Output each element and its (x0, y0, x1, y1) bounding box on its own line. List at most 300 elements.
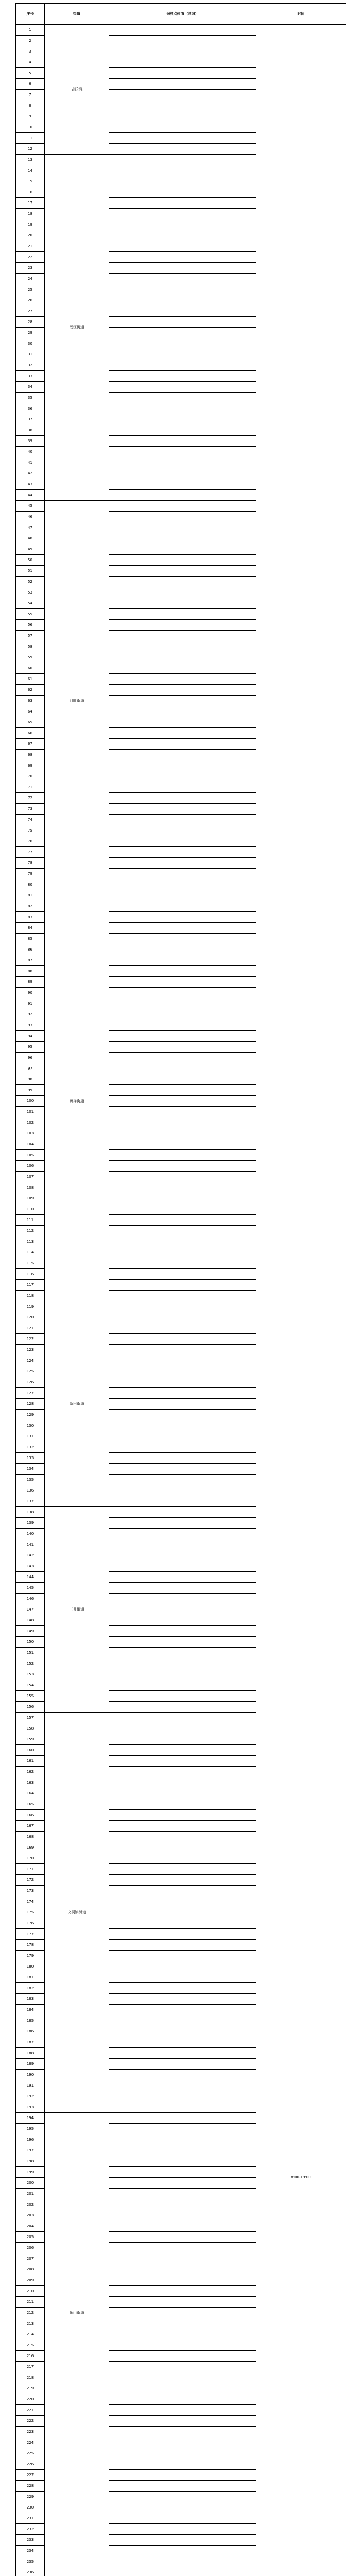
row-number: 135 (16, 1475, 45, 1485)
street-name: 三井街道 (45, 1507, 109, 1713)
site-location (109, 2492, 256, 2502)
site-location (109, 68, 256, 79)
row-number: 57 (16, 631, 45, 641)
row-number: 224 (16, 2437, 45, 2448)
row-number: 55 (16, 609, 45, 620)
site-location (109, 176, 256, 187)
site-location (109, 1572, 256, 1583)
row-number: 93 (16, 1020, 45, 1031)
row-number: 67 (16, 739, 45, 750)
row-number: 145 (16, 1583, 45, 1594)
row-number: 211 (16, 2297, 45, 2308)
row-number: 168 (16, 1832, 45, 1842)
row-number: 61 (16, 674, 45, 685)
site-location (109, 2416, 256, 2427)
row-number: 133 (16, 1453, 45, 1464)
site-location (109, 1323, 256, 1334)
site-location (109, 2459, 256, 2470)
row-number: 97 (16, 1063, 45, 1074)
row-number: 213 (16, 2318, 45, 2329)
row-number: 15 (16, 176, 45, 187)
table-header-row (16, 4, 346, 25)
row-number: 155 (16, 1691, 45, 1702)
row-number: 177 (16, 1929, 45, 1940)
row-number: 114 (16, 1247, 45, 1258)
site-location (109, 2427, 256, 2437)
row-number: 99 (16, 1085, 45, 1096)
row-number: 193 (16, 2102, 45, 2113)
row-number: 87 (16, 955, 45, 966)
site-location (109, 2048, 256, 2059)
row-number: 31 (16, 349, 45, 360)
row-number: 105 (16, 1150, 45, 1161)
row-number: 16 (16, 187, 45, 198)
site-location (109, 2297, 256, 2308)
row-number: 94 (16, 1031, 45, 1042)
site-location (109, 2448, 256, 2459)
row-number: 208 (16, 2264, 45, 2275)
row-number: 60 (16, 663, 45, 674)
site-location (109, 847, 256, 858)
street-name: 碧江街道 (45, 155, 109, 501)
site-location (109, 1204, 256, 1215)
site-location (109, 1832, 256, 1842)
row-number: 130 (16, 1420, 45, 1431)
site-location (109, 1518, 256, 1529)
site-location (109, 403, 256, 414)
site-location (109, 825, 256, 836)
site-location (109, 1117, 256, 1128)
site-location (109, 1994, 256, 2005)
row-number: 47 (16, 522, 45, 533)
row-number: 75 (16, 825, 45, 836)
site-location (109, 717, 256, 728)
site-location (109, 2329, 256, 2340)
row-number: 107 (16, 1172, 45, 1182)
row-number: 187 (16, 2037, 45, 2048)
site-location (109, 2502, 256, 2513)
site-location (109, 1951, 256, 1961)
site-location (109, 1788, 256, 1799)
street-name: 河畔街道 (45, 501, 109, 901)
row-number: 48 (16, 533, 45, 544)
row-number: 183 (16, 1994, 45, 2005)
site-location (109, 793, 256, 804)
row-number: 76 (16, 836, 45, 847)
row-number: 88 (16, 966, 45, 977)
row-number: 128 (16, 1399, 45, 1410)
row-number: 172 (16, 1875, 45, 1886)
header-street: 街道 (45, 4, 109, 25)
row-number: 192 (16, 2091, 45, 2102)
row-number: 169 (16, 1842, 45, 1853)
site-location (109, 284, 256, 295)
row-number: 150 (16, 1637, 45, 1648)
row-number: 58 (16, 641, 45, 652)
site-location (109, 815, 256, 825)
row-number: 203 (16, 2210, 45, 2221)
row-number: 178 (16, 1940, 45, 1951)
row-number: 45 (16, 501, 45, 512)
site-location (109, 1442, 256, 1453)
sampling-sites-table (15, 3, 346, 2576)
site-location (109, 2167, 256, 2178)
row-number: 216 (16, 2351, 45, 2362)
row-number: 218 (16, 2372, 45, 2383)
site-location (109, 25, 256, 36)
site-location (109, 2199, 256, 2210)
site-location (109, 739, 256, 750)
row-number: 7 (16, 90, 45, 100)
row-number: 19 (16, 219, 45, 230)
site-location (109, 2308, 256, 2318)
site-location (109, 1842, 256, 1853)
row-number: 23 (16, 263, 45, 274)
site-location (109, 782, 256, 793)
site-location (109, 1529, 256, 1539)
site-location (109, 2556, 256, 2567)
site-location (109, 1247, 256, 1258)
site-location (109, 663, 256, 674)
row-number: 46 (16, 512, 45, 522)
site-location (109, 2145, 256, 2156)
row-number: 6 (16, 79, 45, 90)
row-number: 151 (16, 1648, 45, 1658)
street-name: 文桐镇街道 (45, 1713, 109, 2113)
row-number: 153 (16, 1669, 45, 1680)
site-location (109, 1355, 256, 1366)
row-number: 8 (16, 100, 45, 111)
header-time: 时间 (256, 4, 346, 25)
row-number: 28 (16, 317, 45, 328)
site-location (109, 1886, 256, 1896)
site-location (109, 436, 256, 447)
row-number: 189 (16, 2059, 45, 2070)
site-location (109, 696, 256, 706)
site-location (109, 760, 256, 771)
site-location (109, 1182, 256, 1193)
site-location (109, 1063, 256, 1074)
site-location (109, 1161, 256, 1172)
site-location (109, 1594, 256, 1604)
row-number: 64 (16, 706, 45, 717)
row-number: 217 (16, 2362, 45, 2372)
site-location (109, 620, 256, 631)
row-number: 164 (16, 1788, 45, 1799)
row-number: 127 (16, 1388, 45, 1399)
row-number: 173 (16, 1886, 45, 1896)
site-location (109, 1236, 256, 1247)
row-number: 54 (16, 598, 45, 609)
site-location (109, 1810, 256, 1821)
site-location (109, 1767, 256, 1777)
row-number: 148 (16, 1615, 45, 1626)
site-location (109, 609, 256, 620)
row-number: 161 (16, 1756, 45, 1767)
row-number: 131 (16, 1431, 45, 1442)
row-number: 129 (16, 1410, 45, 1420)
row-number: 140 (16, 1529, 45, 1539)
row-number: 84 (16, 923, 45, 934)
row-number: 166 (16, 1810, 45, 1821)
row-number: 37 (16, 414, 45, 425)
site-location (109, 360, 256, 371)
site-location (109, 1940, 256, 1951)
row-number: 3 (16, 46, 45, 57)
site-location (109, 631, 256, 641)
site-location (109, 295, 256, 306)
row-number: 197 (16, 2145, 45, 2156)
site-location (109, 1799, 256, 1810)
row-number: 108 (16, 1182, 45, 1193)
site-location (109, 1626, 256, 1637)
site-location (109, 955, 256, 966)
site-location (109, 274, 256, 284)
site-location (109, 1777, 256, 1788)
site-location (109, 1615, 256, 1626)
site-location (109, 219, 256, 230)
site-location (109, 447, 256, 457)
row-number: 38 (16, 425, 45, 436)
site-location (109, 79, 256, 90)
site-location (109, 1485, 256, 1496)
site-location (109, 2513, 256, 2524)
row-number: 91 (16, 998, 45, 1009)
site-location (109, 1042, 256, 1053)
row-number: 62 (16, 685, 45, 696)
row-number: 181 (16, 1972, 45, 1983)
row-number: 85 (16, 934, 45, 944)
site-location (109, 1150, 256, 1161)
site-location (109, 869, 256, 879)
site-location (109, 566, 256, 577)
row-number: 63 (16, 696, 45, 706)
row-number: 119 (16, 1301, 45, 1312)
row-number: 138 (16, 1507, 45, 1518)
site-location (109, 685, 256, 696)
site-location (109, 879, 256, 890)
site-location (109, 1193, 256, 1204)
site-location (109, 1669, 256, 1680)
row-number: 29 (16, 328, 45, 338)
row-number: 132 (16, 1442, 45, 1453)
site-location (109, 858, 256, 869)
site-location (109, 544, 256, 555)
row-number: 236 (16, 2567, 45, 2576)
site-location (109, 728, 256, 739)
site-location (109, 1658, 256, 1669)
row-number: 194 (16, 2113, 45, 2124)
site-location (109, 944, 256, 955)
row-number: 111 (16, 1215, 45, 1226)
site-location (109, 1723, 256, 1734)
row-number: 152 (16, 1658, 45, 1669)
row-number: 18 (16, 209, 45, 219)
site-location (109, 750, 256, 760)
site-location (109, 2437, 256, 2448)
row-number: 162 (16, 1767, 45, 1777)
site-location (109, 1713, 256, 1723)
row-number: 212 (16, 2308, 45, 2318)
row-number: 77 (16, 847, 45, 858)
site-location (109, 263, 256, 274)
row-number: 32 (16, 360, 45, 371)
site-location (109, 2189, 256, 2199)
site-location (109, 2264, 256, 2275)
site-location (109, 2470, 256, 2481)
site-location (109, 133, 256, 144)
site-location (109, 1972, 256, 1983)
site-location (109, 90, 256, 100)
site-location (109, 706, 256, 717)
row-number: 122 (16, 1334, 45, 1345)
site-location (109, 1074, 256, 1085)
site-location (109, 1464, 256, 1475)
site-location (109, 652, 256, 663)
street-name: 新田街道 (45, 1301, 109, 1507)
site-location (109, 100, 256, 111)
row-number: 78 (16, 858, 45, 869)
row-number: 180 (16, 1961, 45, 1972)
row-number: 10 (16, 122, 45, 133)
row-number: 100 (16, 1096, 45, 1107)
site-location (109, 371, 256, 382)
row-number: 126 (16, 1377, 45, 1388)
table-body (16, 25, 346, 2576)
site-location (109, 1550, 256, 1561)
row-number: 149 (16, 1626, 45, 1637)
street-name (45, 2513, 109, 2576)
row-number: 142 (16, 1550, 45, 1561)
site-location (109, 2351, 256, 2362)
header-no: 序号 (16, 4, 45, 25)
site-location (109, 2015, 256, 2026)
site-location (109, 1096, 256, 1107)
site-location (109, 533, 256, 544)
time-range: 8:00-19:00 (256, 1312, 346, 2576)
row-number: 160 (16, 1745, 45, 1756)
site-location (109, 144, 256, 155)
site-location (109, 674, 256, 685)
site-location (109, 1410, 256, 1420)
site-location (109, 1009, 256, 1020)
site-location (109, 36, 256, 46)
site-location (109, 111, 256, 122)
row-number: 137 (16, 1496, 45, 1507)
site-location (109, 1702, 256, 1713)
row-number: 157 (16, 1713, 45, 1723)
site-location (109, 1226, 256, 1236)
site-location (109, 1128, 256, 1139)
site-location (109, 1280, 256, 1291)
row-number: 207 (16, 2253, 45, 2264)
row-number: 80 (16, 879, 45, 890)
site-location (109, 890, 256, 901)
row-number: 2 (16, 36, 45, 46)
row-number: 167 (16, 1821, 45, 1832)
row-number: 82 (16, 901, 45, 912)
site-location (109, 923, 256, 934)
time-range (256, 25, 346, 1312)
row-number: 165 (16, 1799, 45, 1810)
site-location (109, 2383, 256, 2394)
row-number: 51 (16, 566, 45, 577)
row-number: 34 (16, 382, 45, 393)
row-number: 202 (16, 2199, 45, 2210)
row-number: 234 (16, 2546, 45, 2556)
row-number: 225 (16, 2448, 45, 2459)
site-location (109, 2059, 256, 2070)
row-number: 109 (16, 1193, 45, 1204)
site-location (109, 1453, 256, 1464)
site-location (109, 1821, 256, 1832)
row-number: 17 (16, 198, 45, 209)
row-number: 42 (16, 468, 45, 479)
row-number: 176 (16, 1918, 45, 1929)
site-location (109, 2232, 256, 2243)
site-location (109, 641, 256, 652)
row-number: 186 (16, 2026, 45, 2037)
row-number: 171 (16, 1864, 45, 1875)
site-location (109, 587, 256, 598)
row-number: 204 (16, 2221, 45, 2232)
row-number: 11 (16, 133, 45, 144)
row-number: 65 (16, 717, 45, 728)
row-number: 101 (16, 1107, 45, 1117)
row-number: 69 (16, 760, 45, 771)
site-location (109, 328, 256, 338)
site-location (109, 1172, 256, 1182)
site-location (109, 1301, 256, 1312)
table-row (16, 25, 346, 36)
site-location (109, 1053, 256, 1063)
row-number: 79 (16, 869, 45, 879)
site-location (109, 2124, 256, 2134)
site-location (109, 934, 256, 944)
row-number: 221 (16, 2405, 45, 2416)
row-number: 226 (16, 2459, 45, 2470)
row-number: 49 (16, 544, 45, 555)
row-number: 66 (16, 728, 45, 739)
row-number: 83 (16, 912, 45, 923)
row-number: 223 (16, 2427, 45, 2437)
site-location (109, 1907, 256, 1918)
row-number: 143 (16, 1561, 45, 1572)
row-number: 179 (16, 1951, 45, 1961)
row-number: 220 (16, 2394, 45, 2405)
site-location (109, 1983, 256, 1994)
site-location (109, 252, 256, 263)
row-number: 184 (16, 2005, 45, 2015)
site-location (109, 338, 256, 349)
site-location (109, 457, 256, 468)
site-location (109, 1020, 256, 1031)
site-location (109, 1853, 256, 1864)
site-location (109, 1269, 256, 1280)
site-location (109, 1896, 256, 1907)
site-location (109, 165, 256, 176)
site-location (109, 912, 256, 923)
site-location (109, 1139, 256, 1150)
site-location (109, 468, 256, 479)
header-site: 采样点位置（详细） (109, 4, 256, 25)
row-number: 22 (16, 252, 45, 263)
row-number: 90 (16, 988, 45, 998)
row-number: 195 (16, 2124, 45, 2134)
site-location (109, 1334, 256, 1345)
site-location (109, 155, 256, 165)
site-location (109, 1366, 256, 1377)
